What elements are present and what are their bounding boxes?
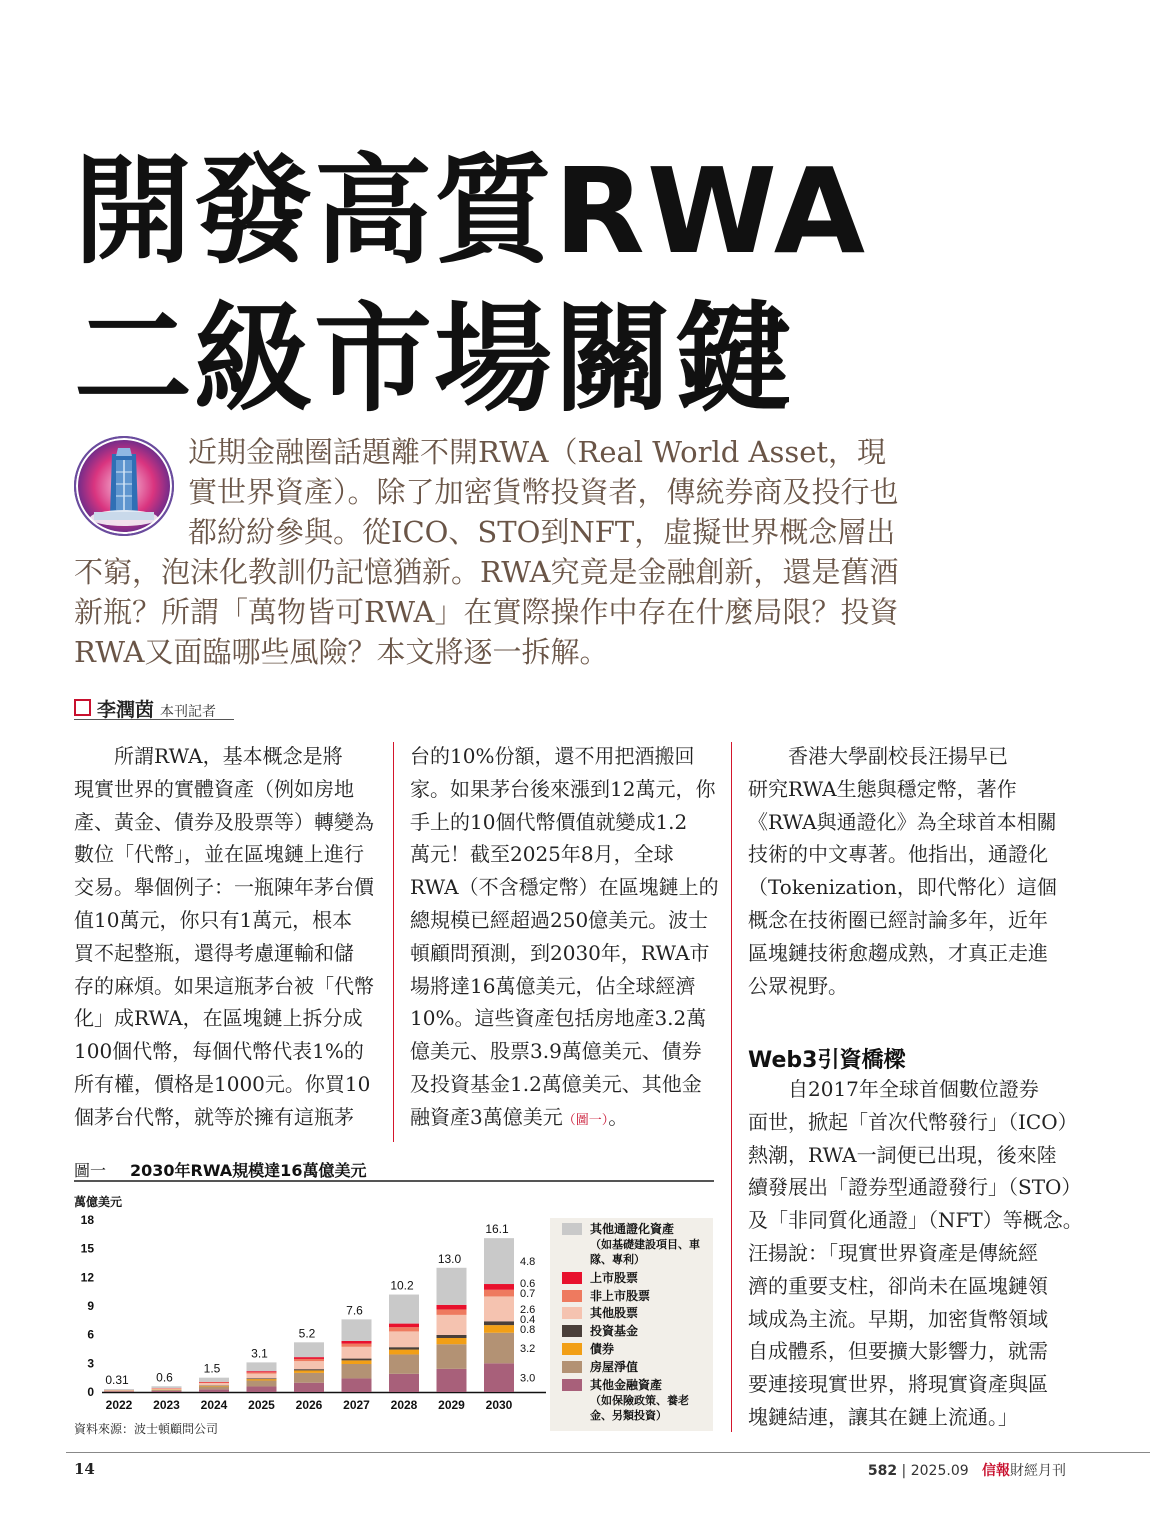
body-line: 域成為主流。早期，加密貨幣領域 [748, 1306, 1048, 1331]
body-line: 場將達16萬億美元，佔全球經濟 [410, 973, 696, 998]
bar-segment [152, 1391, 182, 1392]
body-line: 技術的中文專著。他指出，通證化 [748, 842, 1048, 867]
body-line: 買不起整瓶，還得考慮運輸和儲 [74, 940, 354, 965]
bar-segment [437, 1344, 467, 1369]
y-tick-label: 0 [87, 1385, 94, 1399]
bar-segment [342, 1319, 372, 1341]
bar-segment [294, 1361, 324, 1369]
bar-segment [294, 1357, 324, 1359]
bar-segment [199, 1383, 229, 1385]
body-line: 塊鏈結連，讓其在鏈上流通。」 [748, 1404, 1018, 1429]
bar-segment [294, 1383, 324, 1392]
bar-segment [484, 1363, 514, 1392]
bar-segment [199, 1382, 229, 1383]
body-text: 。 [608, 1104, 629, 1129]
bar-segment [152, 1388, 182, 1389]
bar-segment [389, 1354, 419, 1373]
x-tick-label: 2023 [153, 1398, 180, 1412]
legend-label: 債券 [590, 1342, 615, 1356]
x-tick-label: 2027 [343, 1398, 370, 1412]
body-line: 數位「代幣」，並在區塊鏈上進行 [74, 842, 364, 867]
bar-segment [389, 1324, 419, 1328]
bar-segment [484, 1333, 514, 1364]
segment-value-label: 0.4 [520, 1313, 536, 1326]
issue-date: 2025.09 [910, 1463, 969, 1479]
legend-item [562, 1360, 638, 1375]
headline-line-2: 二級市場關鍵 [74, 290, 795, 428]
column-divider [393, 742, 394, 1142]
body-line: 公眾視野。 [748, 973, 848, 998]
bar-total-label: 13.0 [437, 1251, 462, 1266]
body-line: RWA（不含穩定幣）在區塊鏈上的 [410, 875, 719, 900]
bar-total-label: 1.5 [203, 1361, 221, 1376]
bar-segment [437, 1305, 467, 1310]
body-text: 融資產3萬億美元 [410, 1104, 563, 1129]
body-line: 及投資基金1.2萬億美元、其他金 [410, 1071, 702, 1096]
legend-swatch [562, 1272, 582, 1284]
bar-segment [484, 1321, 514, 1325]
bar-segment [294, 1369, 324, 1370]
x-tick-label: 2029 [438, 1398, 465, 1412]
body-column-3 [748, 740, 1057, 1002]
body-line: 概念在技術圈已經討論多年，近年 [748, 907, 1048, 932]
bar-segment [437, 1268, 467, 1305]
bar-total-label: 0.31 [105, 1373, 129, 1388]
y-tick-label: 15 [80, 1241, 94, 1256]
bar-segment [389, 1347, 419, 1349]
legend-item [562, 1342, 614, 1357]
bar-segment [199, 1389, 229, 1392]
body-column-2 [410, 740, 719, 1138]
y-tick-label: 18 [80, 1213, 94, 1227]
bar-segment [342, 1360, 372, 1364]
magazine-name-rest: 財經月刊 [1010, 1463, 1066, 1479]
legend-item [562, 1324, 638, 1339]
body-line: 現實世界的實體資產（例如房地 [74, 776, 354, 801]
legend-swatch [562, 1325, 582, 1337]
legend-note: （如基礎建設項目、車隊、專利） [590, 1238, 700, 1266]
legend-item [562, 1222, 710, 1267]
byline-square-icon [74, 699, 91, 716]
body-line: 續發展出「證券型通證發行」（STO） [748, 1175, 1082, 1200]
body-line: 億美元、股票3.9萬億美元、債券 [410, 1039, 702, 1064]
body-line: 及「非同質化通證」（NFT）等概念。 [748, 1208, 1083, 1233]
x-tick-label: 2024 [200, 1398, 228, 1412]
column-divider [731, 742, 732, 1432]
figure-number: 圖一 [74, 1161, 107, 1180]
bar-segment [104, 1391, 134, 1392]
footer-rule [66, 1452, 1150, 1453]
bar-total-label: 3.1 [251, 1346, 268, 1361]
bar-segment [484, 1238, 514, 1284]
segment-value-label: 0.6 [520, 1278, 536, 1291]
figure-reference-link[interactable]: （圖一） [562, 1112, 609, 1128]
bar-segment [247, 1362, 277, 1371]
page-number: 14 [74, 1460, 95, 1478]
legend-item [562, 1289, 650, 1304]
issue-number: 582 [867, 1463, 898, 1479]
intro-line: 實世界資產）。除了加密貨幣投資者，傳統券商及投行也 [188, 475, 899, 509]
body-line: 萬元！截至2025年8月，全球 [410, 842, 674, 867]
figure-title: 2030年RWA規模達16萬億美元 [130, 1161, 367, 1180]
bar-segment [294, 1359, 324, 1361]
bar-segment [437, 1369, 467, 1392]
y-tick-label: 12 [80, 1270, 94, 1285]
segment-value-label: 0.7 [520, 1288, 536, 1301]
headline-line-1: 開發高質RWA [74, 142, 868, 280]
bar-segment [484, 1284, 514, 1290]
body-line: 熱潮，RWA一詞便已出現，後來陸 [748, 1142, 1057, 1167]
body-line: 產、黃金、債券及股票等）轉變為 [74, 809, 374, 834]
body-line: 香港大學副校長汪揚早已 [748, 744, 1008, 768]
author-name: 李潤茵 [97, 699, 155, 721]
body-line: 面世，掀起「首次代幣發行」（ICO） [748, 1109, 1078, 1134]
body-line: 所謂RWA，基本概念是將 [74, 744, 343, 768]
figure-rule [74, 1180, 714, 1182]
body-line: （Tokenization，即代幣化）這個 [748, 875, 1057, 900]
body-line: 化」成RWA，在區塊鏈上拆分成 [74, 1006, 363, 1031]
segment-value-label: 3.2 [520, 1343, 536, 1356]
x-tick-label: 2025 [248, 1398, 275, 1412]
legend-label: 投資基金 [590, 1324, 639, 1338]
bar-segment [247, 1381, 277, 1387]
intro-line: 近期金融圈話題離不開RWA（Real World Asset，現 [188, 435, 887, 469]
segment-value-label: 4.8 [520, 1256, 536, 1269]
bar-segment [294, 1373, 324, 1383]
intro-line: 都紛紛參與。從ICO、STO到NFT，虛擬世界概念層出 [188, 515, 896, 549]
bar-segment [484, 1325, 514, 1333]
body-line: 要連接現實世界，將現實資產與區 [748, 1372, 1048, 1397]
body-line: 台的10%份額，還不用把酒搬回 [410, 744, 695, 768]
bar-total-label: 16.1 [485, 1222, 509, 1237]
body-line: 濟的重要支柱，卻尚未在區塊鏈領 [748, 1273, 1048, 1298]
legend-label: 其他通證化資產 [590, 1222, 675, 1236]
bar-segment [247, 1374, 277, 1379]
legend-item [562, 1271, 638, 1286]
intro-line: 不窮，泡沫化教訓仍記憶猶新。RWA究竟是金融創新，還是舊酒 [74, 555, 899, 589]
body-line: 100個代幣，每個代幣代表1%的 [74, 1039, 364, 1064]
body-line: 交易。舉個例子：一瓶陳年茅台價 [74, 875, 374, 900]
legend-swatch [562, 1361, 582, 1373]
bar-segment [152, 1390, 182, 1391]
body-line: 自成體系，但要擴大影響力，就需 [748, 1339, 1048, 1364]
bar-segment [199, 1386, 229, 1387]
bar-segment [247, 1386, 277, 1392]
bar-segment [389, 1374, 419, 1392]
bar-total-label: 0.6 [156, 1370, 173, 1385]
footer-masthead: 582 | 2025.09 信報財經月刊 [867, 1463, 1066, 1479]
bar-segment [389, 1327, 419, 1331]
body-line: 區塊鏈技術愈趨成熟，才真正走進 [748, 940, 1048, 965]
body-line: 家。如果茅台後來漲到12萬元，你 [410, 776, 716, 801]
bar-total-label: 10.2 [390, 1278, 414, 1293]
body-line: 存的麻煩。如果這瓶茅台被「代幣 [74, 973, 374, 998]
bar-segment [437, 1315, 467, 1335]
bar-segment [342, 1344, 372, 1347]
bar-segment [342, 1341, 372, 1344]
bar-segment [342, 1378, 372, 1392]
legend-label: 房屋淨值 [590, 1360, 639, 1374]
bar-segment [342, 1347, 372, 1359]
legend-item [562, 1306, 638, 1321]
body-line: 10%。這些資產包括房地產3.2萬 [410, 1006, 707, 1031]
x-tick-label: 2028 [390, 1398, 418, 1412]
bar-segment [247, 1378, 277, 1379]
figure-caption [74, 1158, 366, 1181]
bar-segment [247, 1371, 277, 1372]
body-column-3-continued [748, 1073, 1083, 1434]
segment-value-label: 0.8 [520, 1323, 536, 1336]
body-line: 研究RWA生態與穩定幣，著作 [748, 776, 1017, 801]
bar-segment [389, 1331, 419, 1347]
y-tick-label: 6 [87, 1327, 94, 1342]
legend-note: （如保險政策、養老金、另類投資） [590, 1394, 689, 1422]
legend-label: 其他金融資產 [590, 1378, 663, 1392]
body-line: 個茅台代幣，就等於擁有這瓶茅 [74, 1104, 354, 1129]
bar-segment [484, 1290, 514, 1297]
body-line: 所有權，價格是1000元。你買10 [74, 1071, 371, 1096]
bar-segment [104, 1391, 134, 1392]
y-tick-label: 3 [87, 1356, 94, 1371]
intro-paragraph [74, 432, 899, 672]
x-tick-label: 2022 [105, 1398, 133, 1412]
bar-segment [294, 1370, 324, 1372]
x-tick-label: 2030 [485, 1398, 513, 1412]
body-column-1 [74, 740, 374, 1134]
legend-swatch [562, 1343, 582, 1355]
legend-label: 其他股票 [590, 1306, 639, 1320]
legend-swatch [562, 1223, 582, 1235]
bar-segment [389, 1295, 419, 1324]
body-line: 《RWA與通證化》為全球首本相關 [748, 809, 1057, 834]
segment-value-label: 3.0 [520, 1372, 536, 1385]
author-role: 本刊記者 [160, 704, 217, 720]
intro-line: RWA又面臨哪些風險？本文將逐一拆解。 [74, 635, 609, 669]
bar-segment [342, 1364, 372, 1378]
bar-segment [294, 1342, 324, 1357]
body-line: 手上的10個代幣價值就變成1.2 [410, 809, 688, 834]
legend-label: 非上市股票 [590, 1289, 651, 1303]
bar-segment [437, 1309, 467, 1314]
figure-source: 資料來源：波士頓顧問公司 [74, 1422, 219, 1436]
bar-segment [199, 1382, 229, 1383]
bar-segment [389, 1350, 419, 1355]
body-line-last [410, 1101, 714, 1138]
magazine-name: 信報 [982, 1463, 1010, 1479]
bar-segment [199, 1386, 229, 1389]
bar-segment [437, 1335, 467, 1338]
bar-segment [152, 1386, 182, 1388]
body-line: 值10萬元，你只有1萬元，根本 [74, 907, 353, 932]
bar-segment [199, 1378, 229, 1382]
body-line: 汪揚說：「現實世界資產是傳統經 [748, 1240, 1038, 1265]
bar-total-label: 5.2 [298, 1326, 316, 1341]
x-tick-label: 2026 [295, 1398, 323, 1412]
byline [74, 695, 234, 720]
segment-value-label: 2.6 [520, 1303, 536, 1316]
legend-swatch [562, 1379, 582, 1391]
legend-label: 上市股票 [590, 1271, 639, 1285]
y-tick-label: 9 [87, 1299, 94, 1313]
bar-segment [104, 1389, 134, 1390]
legend-swatch [562, 1307, 582, 1319]
body-line: 頓顧問預測，到2030年，RWA市 [410, 940, 710, 965]
legend-item [562, 1378, 710, 1423]
bar-segment [484, 1296, 514, 1321]
y-axis-label: 萬億美元 [74, 1195, 123, 1209]
rwa-stacked-bar-chart [64, 1192, 554, 1420]
body-line: 自2017年全球首個數位證券 [748, 1077, 1039, 1101]
bar-total-label: 7.6 [346, 1303, 363, 1318]
intro-line: 新瓶？所謂「萬物皆可RWA」在實際操作中存在什麼局限？投資 [74, 595, 899, 629]
bar-segment [342, 1359, 372, 1361]
bar-segment [247, 1372, 277, 1373]
body-line: 總規模已經超過250億美元。波士 [410, 907, 709, 932]
bar-segment [437, 1338, 467, 1344]
bar-segment [247, 1379, 277, 1380]
legend-swatch [562, 1290, 582, 1302]
section-subheading: Web3引資橋樑 [748, 1048, 906, 1073]
